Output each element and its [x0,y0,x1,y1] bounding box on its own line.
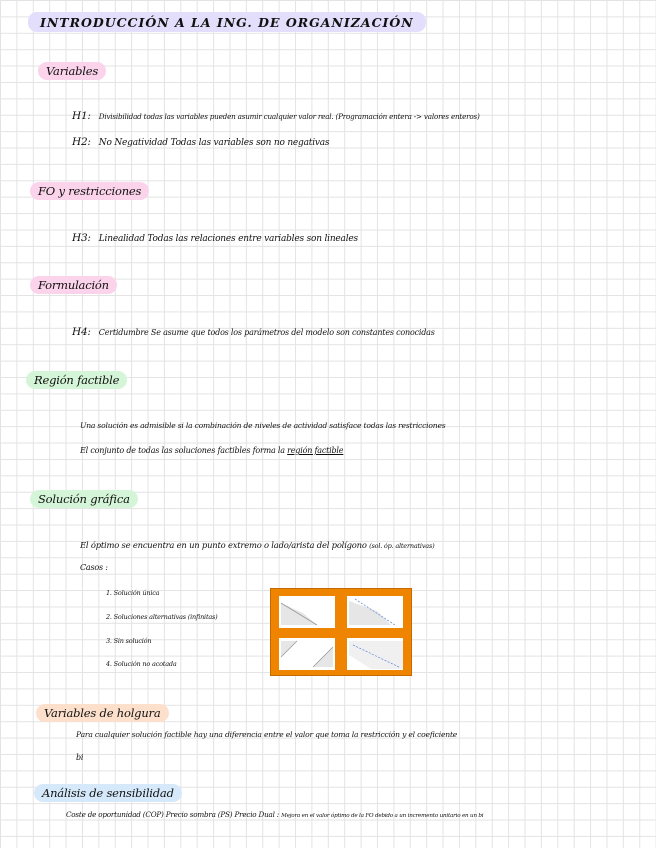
casos-label: Casos : [80,563,108,572]
case-1-thumbnail [273,591,341,633]
holgura-line-1: Para cualquier solución factible hay una diferencia entre el valor que toma la restricción y el coeficiente [76,730,458,739]
heading-fo-restricciones: FO y restricciones [30,182,149,200]
caso-item-3: 3. Sin solución [106,637,152,645]
holgura-line-2: bi [76,753,84,762]
case-3-thumbnail [273,633,341,675]
hypothesis-h3 [72,232,358,244]
case-4-thumbnail [341,633,409,675]
heading-formulacion: Formulación [30,276,117,294]
caso-item-2: 2. Soluciones alternativas (infinitas) [106,613,218,621]
heading-analisis-sensibilidad: Análisis de sensibilidad [34,784,182,802]
h3-label: H3: [72,232,91,244]
hypothesis-h1 [72,110,480,122]
sensibilidad-line-1 [66,810,483,819]
case-2-thumbnail [341,591,409,633]
hypothesis-h4 [72,326,435,338]
heading-solucion-grafica: Solución gráfica [30,490,138,508]
caso-item-4: 4. Solución no acotada [106,660,177,668]
h4-text: Certidumbre Se asume que todos los parámetros del modelo son constantes conocidas [98,328,435,337]
h2-label: H2: [72,136,91,148]
h4-label: H4: [72,326,91,338]
hypothesis-h2 [72,136,329,148]
h2-text: No Negatividad Todas las variables son no negativas [98,138,330,148]
h1-text: Divisibilidad todas las variables pueden asumir cualquier valor real. (Programación entera -> valores enteros) [98,112,480,121]
h1-label: H1: [72,110,91,122]
h3-text: Linealidad Todas las relaciones entre variables son lineales [98,234,358,244]
region-factible-underlined: región factible [287,446,344,455]
region-line-2-prefix: El conjunto de todas las soluciones factibles forma la [80,446,285,455]
page-title: INTRODUCCIÓN A LA ING. DE ORGANIZACIÓN [28,12,426,32]
region-line-2 [80,446,343,455]
region-line-1: Una solución es admisible si la combinación de niveles de actividad satisface todas las restricciones [80,421,446,430]
sensibilidad-line-1-note: Mejora en el valor óptimo de la FO debido a un incremento unitario en un bi [281,813,484,819]
heading-variables: Variables [38,62,106,80]
heading-region-factible: Región factible [26,371,127,389]
casos-thumbnail-grid [270,588,412,676]
caso-item-1: 1. Solución única [106,589,160,597]
heading-variables-holgura: Variables de holgura [36,704,169,722]
grafica-line-1-note: (sol. óp. alternativas) [369,542,435,550]
sensibilidad-line-1-text: Coste de oportunidad (COP) Precio sombra (PS) Precio Dual : [66,810,280,819]
grafica-line-1-text: El óptimo se encuentra en un punto extremo o lado/arista del polígono [80,540,367,550]
grafica-line-1 [80,540,434,550]
